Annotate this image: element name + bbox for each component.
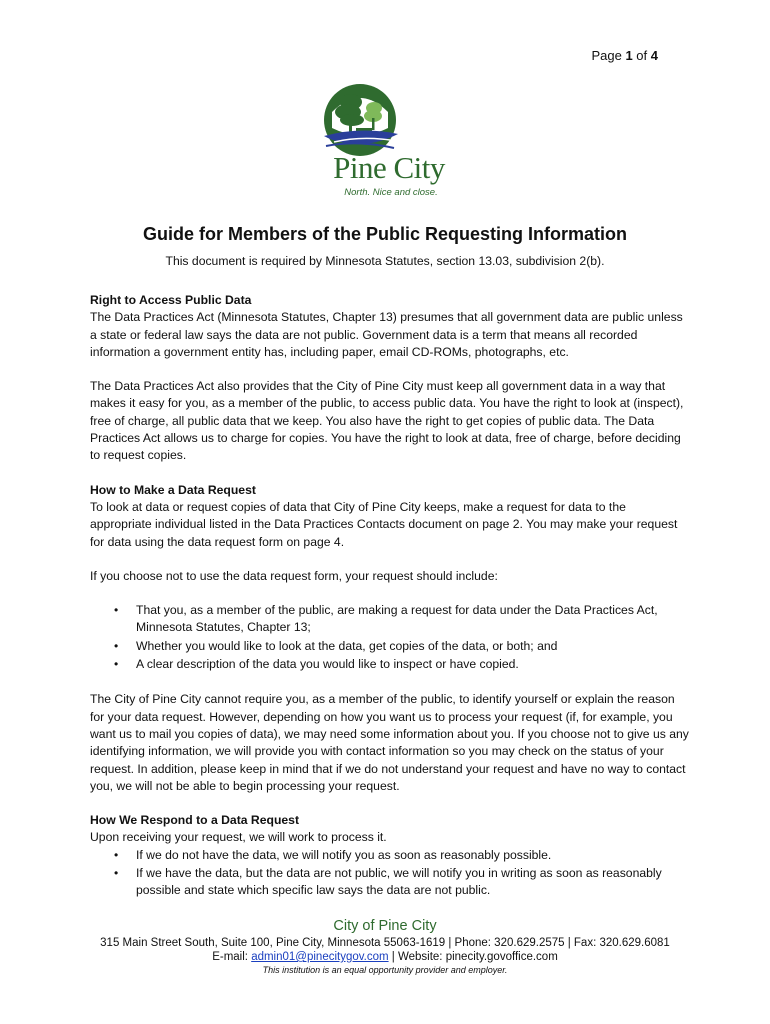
list-item: • If we have the data, but the data are not public, we will notify you in writing as soon as reasonably possible and state which specific law says the data are not public. (114, 866, 662, 898)
page-current: 1 (625, 48, 633, 63)
bullet-icon: • (114, 657, 119, 672)
document-body (90, 292, 690, 901)
page-footer (0, 918, 770, 975)
bullet-icon: • (114, 847, 119, 862)
bullet-icon: • (114, 638, 119, 653)
heading-right-to-access: Right to Access Public Data (90, 293, 252, 307)
footer-address: 315 Main Street South, Suite 100, Pine City, Minnesota 55063-1619 | Phone: 320.629.2575 | Fax: 320.629.6081 (100, 937, 670, 949)
footer-city: City of Pine City (333, 918, 437, 934)
document-title: Guide for Members of the Public Requesting Information (142, 224, 628, 244)
list-item: • A clear description of the data you would like to inspect or have copied. (90, 656, 690, 673)
website-text: pinecity.govoffice.com (445, 951, 558, 963)
email-link[interactable]: admin01@pinecitygov.com (251, 951, 389, 963)
page-of: of (636, 48, 648, 63)
paragraph: To look at data or request copies of data that City of Pine City keeps, make a request for data to the appropriate individual listed in the Data Practices Contacts document on page 2. You may make your request for data using the data request form on page 4. (90, 499, 678, 549)
document-subtitle: This document is required by Minnesota Statutes, section 13.03, subdivision 2(b). (165, 254, 605, 268)
paragraph: The City of Pine City cannot require you, as a member of the public, to identify yourself or explain the reason for your data request. However, depending on how you want us to process your request (if, for example, you want us to mail you copies of data), we may need some information about you. If you choose not to give us any identifying information, we will provide you with contact information so you may check on the status of your request. In addition, please keep in mind that if we do not understand your request and have no way to contact you, we will not be able to begin processing your request. (90, 692, 689, 793)
logo-name: Pine City (333, 150, 445, 185)
heading-make-request: How to Make a Data Request (90, 482, 256, 497)
list-item: • Whether you would like to look at the data, get copies of the data, or both; and (90, 638, 690, 655)
paragraph: The Data Practices Act (Minnesota Statutes, Chapter 13) presumes that all government data are public unless a state or federal law says the data are not public. Government data is a term that means all recorded information a government entity has, including paper, email CD-ROMs, photographs, etc. (90, 310, 683, 359)
response-list (90, 847, 690, 900)
equal-opportunity-statement: This institution is an equal opportunity provider and employer. (262, 965, 508, 975)
list-item: • If we do not have the data, we will notify you as soon as reasonably possible. (90, 847, 690, 864)
paragraph: The Data Practices Act also provides that the City of Pine City must keep all government data in a way that makes it easy for you, as a member of the public, to access public data. You have the right to look at (inspect), free of charge, all public data that we keep. You also have the right to get copies of public data. The Data Practices Act allows us to charge for copies. You have the right to look at data, free of charge, before deciding to request copies. (90, 379, 684, 463)
page-number (591, 48, 658, 63)
heading-respond: How We Respond to a Data Request (90, 813, 300, 828)
page-prefix: Page (591, 48, 622, 63)
footer-contact (0, 951, 770, 963)
paragraph: Upon receiving your request, we will work to process it. (90, 830, 387, 845)
list-item: • That you, as a member of the public, are making a request for data under the Data Practices Act, Minnesota Statutes, Chapter 13; (114, 603, 658, 635)
request-requirements-list (90, 602, 690, 673)
paragraph: If you choose not to use the data request form, your request should include: (90, 568, 498, 583)
bullet-icon: • (114, 603, 119, 618)
bullet-icon: • (114, 866, 119, 881)
page-total: 4 (650, 48, 658, 63)
logo-tagline: North. Nice and close. (344, 187, 438, 198)
website-label: | Website: (391, 951, 443, 963)
email-label: E-mail: (212, 951, 248, 963)
